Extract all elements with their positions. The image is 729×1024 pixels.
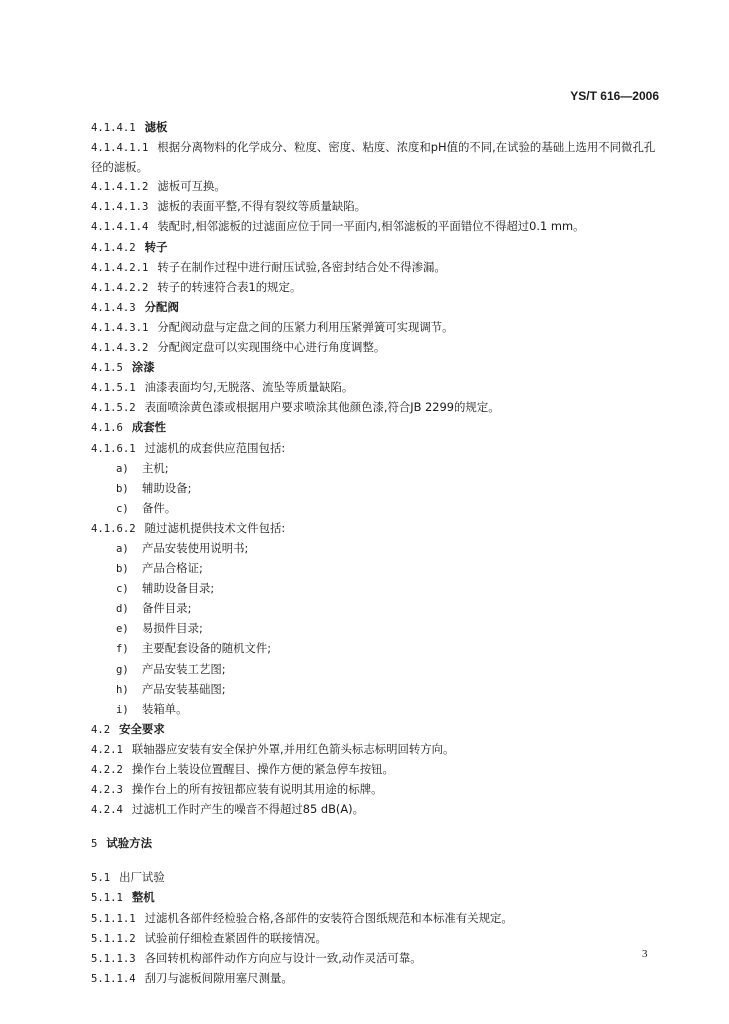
list-item-text: 主要配套设备的随机文件;	[142, 641, 272, 656]
heading-text: 涂漆	[131, 360, 155, 375]
clause-number: 4.1.6	[91, 422, 123, 435]
list-item	[91, 459, 666, 479]
heading-text: 安全要求	[119, 721, 165, 736]
clause-number: 4.2	[91, 723, 111, 736]
clause	[91, 138, 666, 177]
clause	[91, 868, 666, 888]
heading-text: 分配阀	[144, 299, 179, 314]
clause-number: 5	[91, 838, 98, 851]
clause-text: 油漆表面均匀,无脱落、流坠等质量缺陷。	[144, 380, 354, 395]
clause-number: 4.1.4.2	[91, 241, 136, 254]
clause-number: 4.1.6.1	[91, 442, 136, 455]
clause-text: 操作台上装设位置醒目、操作方便的紧急停车按钮。	[131, 762, 394, 776]
list-marker: f)	[116, 643, 129, 656]
clause-text: 联轴器应安装有安全保护外罩,并用红色箭头标志标明回转方向。	[131, 741, 455, 756]
clause-text: 试验前仔细检查紧固件的联接情况。	[144, 930, 327, 945]
clause	[91, 800, 666, 820]
list-item	[91, 619, 666, 639]
clause	[91, 318, 666, 338]
clause	[91, 197, 666, 217]
clause-number: 4.2.2	[91, 764, 123, 776]
clause-text: 滤板可互换。	[157, 179, 226, 194]
clause-number: 4.1.4.1.3	[91, 201, 149, 214]
clause-text: 操作台上的所有按钮都应装有说明其用途的标牌。	[131, 782, 383, 797]
clause-text: 出厂试验	[119, 870, 165, 885]
list-marker: i)	[116, 703, 129, 716]
list-item-text: 辅助设备目录;	[142, 581, 215, 596]
list-item	[91, 660, 666, 680]
clause-text: 根据分离物料的化学成分、粒度、密度、粘度、浓度和pH值的不同,在试验的基础上选用不同微孔孔径的滤板。	[91, 140, 656, 175]
list-item-text: 备件。	[142, 500, 177, 515]
clause-number: 4.2.3	[91, 784, 123, 797]
clause	[91, 398, 666, 418]
clause	[91, 909, 666, 929]
list-item-text: 产品安装基础图;	[142, 681, 226, 696]
clause-text: 分配阀动盘与定盘之间的压紧力利用压紧弹簧可实现调节。	[157, 319, 454, 334]
list-marker: a)	[116, 462, 129, 475]
section-heading	[91, 118, 666, 138]
list-item	[91, 599, 666, 619]
clause-number: 4.1.4.1.4	[91, 221, 149, 234]
section-heading	[91, 358, 666, 378]
clause	[91, 378, 666, 398]
heading-text: 试验方法	[106, 836, 152, 851]
list-item-text: 产品安装使用说明书;	[142, 540, 249, 555]
clause	[91, 949, 666, 969]
list-item	[91, 479, 666, 499]
clause-number: 5.1.1	[91, 892, 123, 905]
clause	[91, 439, 666, 459]
clause-number: 4.2.1	[91, 743, 123, 756]
list-marker: b)	[116, 482, 129, 495]
clause-number: 5.1.1.1	[91, 912, 136, 925]
document-body	[91, 118, 666, 989]
clause	[91, 217, 666, 237]
list-marker: g)	[116, 663, 129, 676]
clause-number: 4.1.4.1.2	[91, 181, 149, 194]
list-item-text: 辅助设备;	[142, 480, 192, 495]
section-heading	[91, 418, 666, 438]
clause-number: 4.1.4.1.1	[91, 142, 149, 155]
clause	[91, 519, 666, 539]
clause-text: 随过滤机提供技术文件包括:	[144, 520, 286, 535]
clause	[91, 780, 666, 800]
section-heading	[91, 720, 666, 740]
clause-number: 5.1	[91, 872, 111, 885]
standard-number: YS/T 616—2006	[570, 89, 659, 103]
section-heading	[91, 834, 666, 854]
clause-number: 4.1.4.2.1	[91, 261, 149, 274]
list-marker: c)	[116, 502, 129, 515]
list-item	[91, 559, 666, 579]
clause-number: 4.1.4.2.2	[91, 281, 149, 294]
clause-text: 过滤机各部件经检验合格,各部件的安装符合图纸规范和本标准有关规定。	[144, 910, 513, 925]
clause-number: 5.1.1.3	[91, 952, 136, 965]
list-marker: e)	[116, 623, 129, 636]
section-spacer	[91, 854, 666, 868]
list-marker: c)	[116, 583, 129, 596]
section-spacer	[91, 820, 666, 834]
clause-number: 5.1.1.2	[91, 932, 136, 945]
clause-text: 过滤机工作时产生的噪音不得超过85 dB(A)。	[131, 802, 364, 817]
clause-text: 分配阀定盘可以实现围绕中心进行角度调整。	[157, 340, 386, 355]
clause	[91, 258, 666, 278]
heading-text: 滤板	[144, 120, 168, 134]
clause	[91, 177, 666, 197]
clause-text: 表面喷涂黄色漆或根据用户要求喷涂其他颜色漆,符合JB 2299的规定。	[144, 400, 500, 415]
heading-text: 成套性	[131, 420, 167, 435]
clause	[91, 929, 666, 949]
clause-text: 装配时,相邻滤板的过滤面应位于同一平面内,相邻滤板的平面错位不得超过0.1 mm。	[157, 219, 585, 234]
section-heading	[91, 298, 666, 318]
list-marker: a)	[116, 542, 129, 555]
clause-number: 4.1.5	[91, 362, 123, 375]
heading-text: 整机	[131, 890, 155, 905]
list-item-text: 备件目录;	[142, 601, 192, 616]
clause	[91, 969, 666, 989]
list-item	[91, 539, 666, 559]
list-marker: h)	[116, 683, 129, 696]
section-heading	[91, 238, 666, 258]
clause-number: 4.1.4.3	[91, 301, 136, 314]
clause-number: 5.1.1.4	[91, 972, 136, 985]
heading-text: 转子	[144, 239, 168, 254]
clause-text: 刮刀与滤板间隙用塞尺测量。	[144, 970, 293, 985]
list-item-text: 易损件目录;	[142, 621, 203, 636]
list-item-text: 产品安装工艺图;	[142, 661, 226, 676]
clause-text: 各回转机构部件动作方向应与设计一致,动作灵活可靠。	[144, 950, 422, 965]
list-item-text: 产品合格证;	[142, 561, 203, 576]
clause-number: 4.1.4.1	[91, 122, 136, 134]
clause-number: 4.1.5.2	[91, 402, 136, 415]
list-item	[91, 700, 666, 720]
clause-text: 转子的转速符合表1的规定。	[157, 279, 302, 294]
clause	[91, 278, 666, 298]
list-item-text: 主机;	[142, 460, 169, 475]
section-heading	[91, 888, 666, 908]
list-item-text: 装箱单。	[142, 701, 188, 716]
list-item	[91, 499, 666, 519]
clause-number: 4.1.5.1	[91, 382, 136, 395]
clause-number: 4.2.4	[91, 804, 123, 817]
list-item	[91, 639, 666, 659]
clause	[91, 760, 666, 780]
list-item	[91, 579, 666, 599]
clause-text: 转子在制作过程中进行耐压试验,各密封结合处不得渗漏。	[157, 259, 446, 274]
clause	[91, 338, 666, 358]
list-marker: b)	[116, 563, 129, 576]
clause-text: 过滤机的成套供应范围包括:	[144, 440, 286, 455]
clause	[91, 740, 666, 760]
page-number: 3	[642, 948, 648, 960]
clause-number: 4.1.4.3.1	[91, 321, 149, 334]
list-marker: d)	[116, 603, 129, 616]
list-item	[91, 680, 666, 700]
clause-number: 4.1.4.3.2	[91, 342, 149, 355]
clause-text: 滤板的表面平整,不得有裂纹等质量缺陷。	[157, 199, 367, 214]
clause-number: 4.1.6.2	[91, 522, 136, 535]
